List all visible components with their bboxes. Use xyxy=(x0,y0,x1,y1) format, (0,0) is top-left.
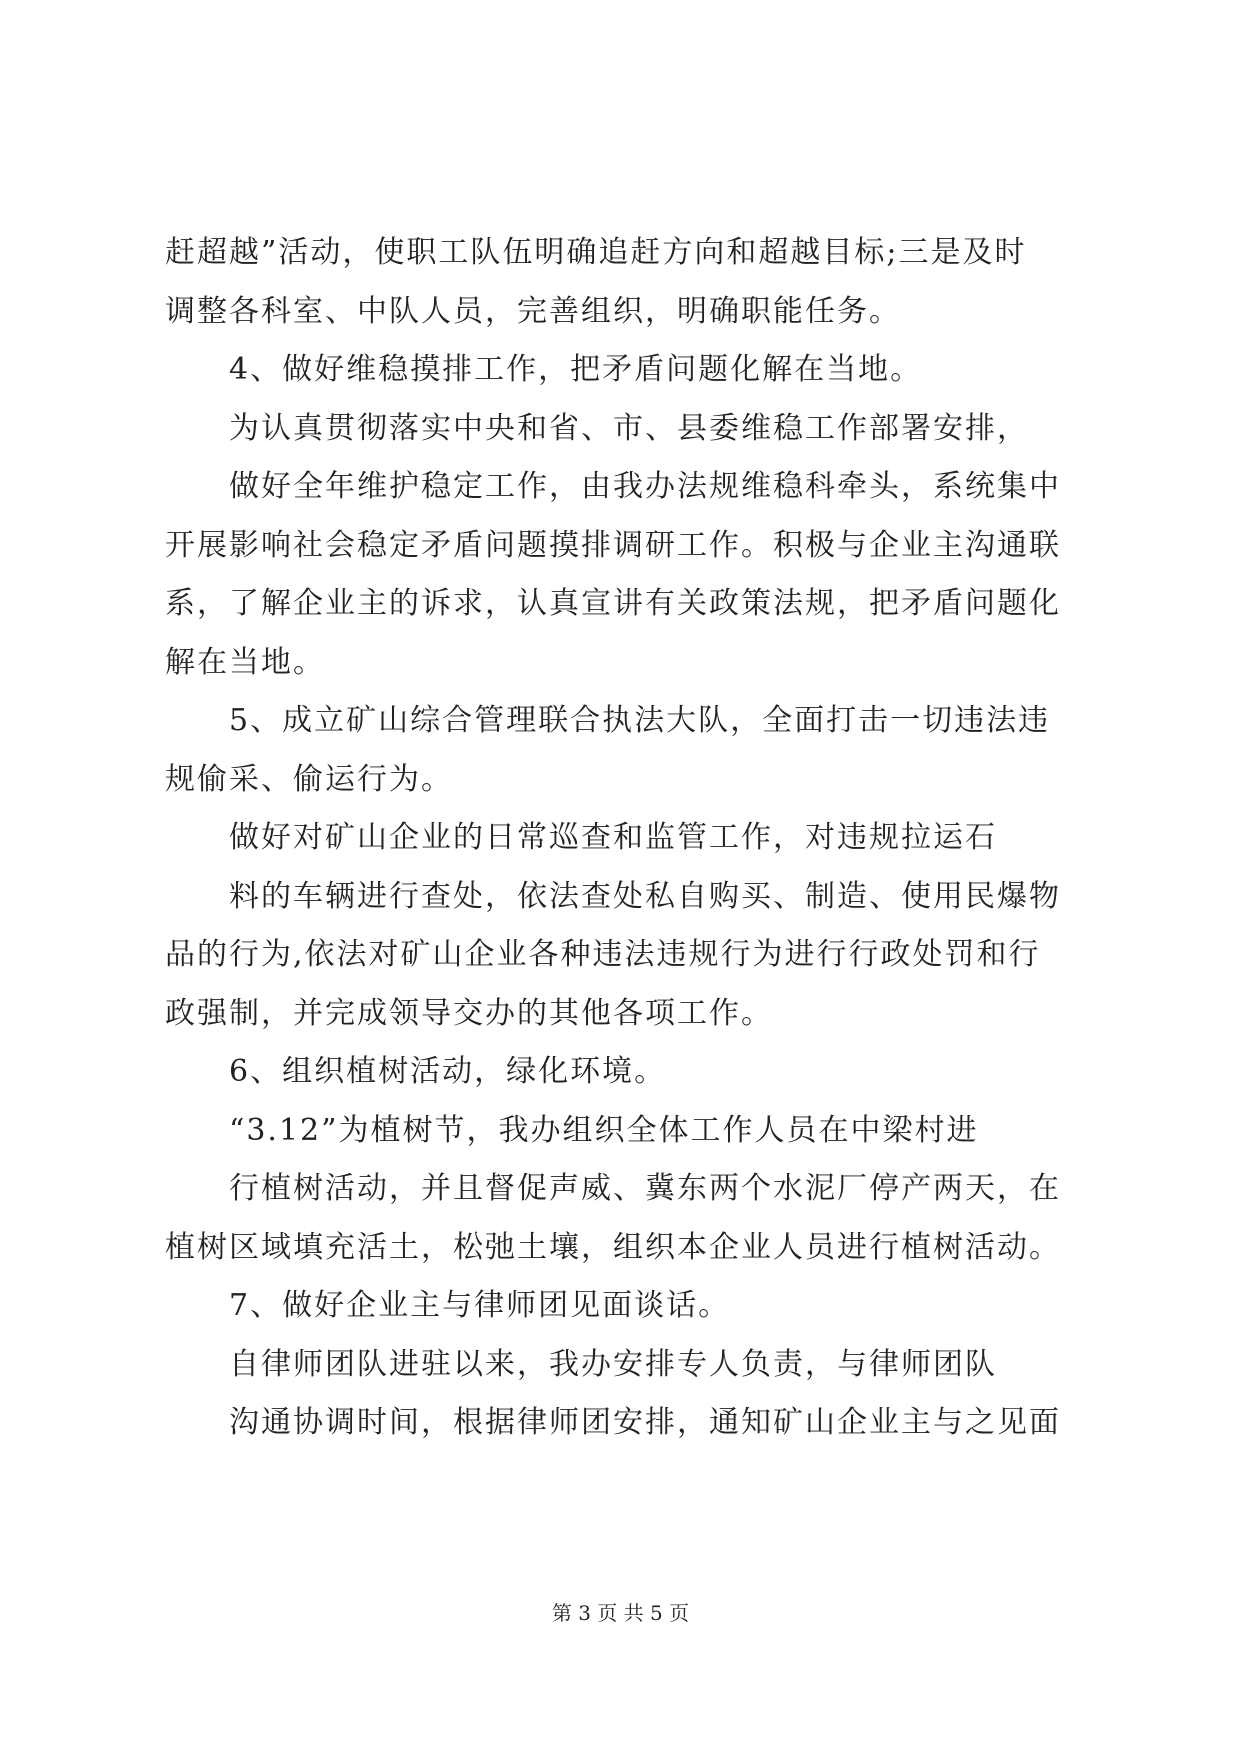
text-line: 品的行为,依法对矿山企业各种违法违规行为进行行政处罚和行 xyxy=(165,937,1041,972)
text-line: 为认真贯彻落实中央和省、市、县委维稳工作部署安排， xyxy=(229,410,1029,446)
text-line: 6、组织植树活动，绿化环境。 xyxy=(229,1054,667,1089)
text-line: 规偷采、偷运行为。 xyxy=(165,761,453,797)
text-line: 沟通协调时间，根据律师团安排，通知矿山企业主与之见面 xyxy=(229,1405,1061,1440)
text-line: “3.12”为植树节，我办组织全体工作人员在中梁村进 xyxy=(229,1112,979,1148)
text-line: 政强制，并完成领导交办的其他各项工作。 xyxy=(165,995,773,1031)
text-line: 料的车辆进行查处，依法查处私自购买、制造、使用民爆物 xyxy=(229,878,1061,914)
text-line: 行植树活动，并且督促声威、冀东两个水泥厂停产两天，在 xyxy=(229,1171,1061,1206)
text-line: 系，了解企业主的诉求，认真宣讲有关政策法规，把矛盾问题化 xyxy=(165,586,1061,621)
text-line: 4、做好维稳摸排工作，把矛盾问题化解在当地。 xyxy=(229,352,923,387)
text-line: 开展影响社会稳定矛盾问题摸排调研工作。积极与企业主沟通联 xyxy=(165,527,1061,563)
text-line: 赶超越”活动，使职工队伍明确追赶方向和超越目标;三是及时 xyxy=(165,235,1027,270)
text-line: 做好全年维护稳定工作，由我办法规维稳科牵头，系统集中 xyxy=(229,469,1061,504)
text-line: 解在当地。 xyxy=(165,644,325,680)
text-line: 自律师团队进驻以来，我办安排专人负责，与律师团队 xyxy=(229,1346,997,1382)
page-number-footer: 第 3 页 共 5 页 xyxy=(551,1601,690,1625)
text-line: 7、做好企业主与律师团见面谈话。 xyxy=(229,1288,731,1323)
text-line: 5、成立矿山综合管理联合执法大队，全面打击一切违法违 xyxy=(229,703,1051,738)
text-line: 调整各科室、中队人员，完善组织，明确职能任务。 xyxy=(165,293,901,329)
text-line: 植树区域填充活土，松弛土壤，组织本企业人员进行植树活动。 xyxy=(165,1229,1061,1265)
text-line: 做好对矿山企业的日常巡查和监管工作，对违规拉运石 xyxy=(229,820,997,855)
document-body xyxy=(165,224,1085,1453)
